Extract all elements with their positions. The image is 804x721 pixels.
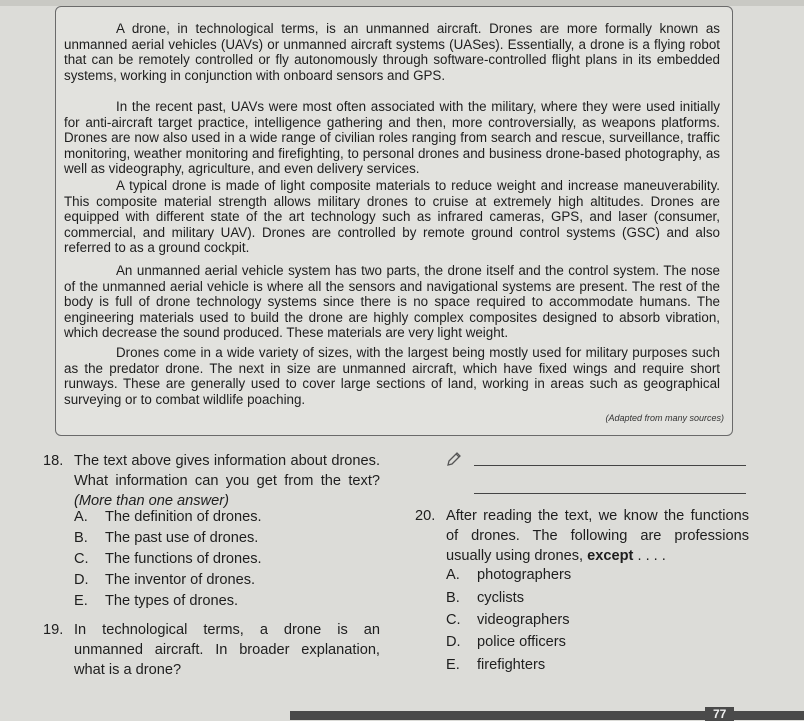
pencil-icon: [446, 451, 462, 467]
passage-paragraph-1: A drone, in technological terms, is an unmanned aircraft. Drones are more formally known as unmanned aerial vehicles (UAVs) or unmanned aircraft systems (UASes). Essentially, a drone is a flying robot that can be remotely controlled or fly autonomously through software-controlled flight plans in its embedded systems, working in conjunction with onboard sensors and GPS.: [64, 21, 720, 83]
question-number: 20.: [415, 508, 436, 524]
option-text: videographers: [477, 612, 570, 628]
passage-paragraph-5: Drones come in a wide variety of sizes, with the largest being mostly used for military purposes such as the predator drone. The next in size are unmanned aircraft, which have fixed wings and require short runways. These are generally used to cover large sections of land, working in areas such as geographical surveying or to combat wildlife poaching.: [64, 345, 720, 407]
option-text: police officers: [477, 634, 566, 650]
option-text: The inventor of drones.: [105, 572, 256, 588]
q20-option-e[interactable]: [446, 657, 545, 673]
question-text-bold: except: [587, 548, 634, 564]
q20-option-d[interactable]: [446, 634, 566, 650]
option-letter: D.: [446, 634, 461, 650]
q20-option-a[interactable]: [446, 567, 571, 583]
answer-line-2[interactable]: [474, 493, 746, 494]
page-number: 77: [705, 707, 734, 721]
option-letter: C.: [74, 551, 89, 567]
q18-option-a[interactable]: [74, 509, 262, 525]
question-18: [43, 451, 393, 517]
question-text-main: After reading the text, we know the functions of drones. The following are professions usually using drones,: [446, 508, 749, 564]
q20-option-c[interactable]: [446, 612, 570, 628]
q18-option-d[interactable]: [74, 572, 255, 588]
question-text: [74, 451, 380, 511]
q20-option-b[interactable]: [446, 590, 524, 606]
option-letter: B.: [74, 530, 88, 546]
option-text: The past use of drones.: [105, 530, 259, 546]
question-number: 18.: [43, 453, 64, 469]
option-letter: A.: [74, 509, 88, 525]
q18-option-c[interactable]: [74, 551, 262, 567]
option-text: The functions of drones.: [105, 551, 262, 567]
question-text-main: The text above gives information about drones. What information can you get from the text?: [74, 453, 380, 489]
option-letter: D.: [74, 572, 89, 588]
option-text: firefighters: [477, 657, 546, 673]
question-note: (More than one answer): [74, 493, 229, 509]
answer-line-1[interactable]: [474, 465, 746, 466]
option-text: The types of drones.: [105, 593, 239, 609]
option-text: photographers: [477, 567, 572, 583]
source-note: (Adapted from many sources): [605, 413, 724, 423]
q18-option-e[interactable]: [74, 593, 238, 609]
question-19: [43, 620, 393, 682]
q18-option-b[interactable]: [74, 530, 258, 546]
passage-paragraph-3: A typical drone is made of light composite materials to reduce weight and increase maneuverability. This composite material strength allows military drones to cruise at extremely high altitudes. Drones are equipped with different state of the art technology such as infrared cameras, GPS, and laser (consumer, commercial, and military UAV). Drones are controlled by remote ground control systems (GSC) and also referred to as a ground cockpit.: [64, 178, 720, 256]
option-letter: C.: [446, 612, 461, 628]
question-text: [446, 506, 749, 566]
question-text-end: . . . .: [633, 548, 666, 564]
option-text: cyclists: [477, 590, 525, 606]
passage-paragraph-4: An unmanned aerial vehicle system has two parts, the drone itself and the control system. The nose of the unmanned aerial vehicle is where all the sensors and navigational systems are present. The rest of the body is full of drone technology systems since there is no space required to accommodate humans. The engineering materials used to build the drone are highly complex composites designed to absorb vibration, which decrease the sound produced. These materials are very light weight.: [64, 263, 720, 341]
option-letter: A.: [446, 567, 460, 583]
option-letter: E.: [446, 657, 460, 673]
question-20: [415, 506, 749, 568]
option-letter: B.: [446, 590, 460, 606]
option-text: The definition of drones.: [105, 509, 262, 525]
question-text: In technological terms, a drone is an unmanned aircraft. In broader explanation, what is a drone?: [74, 622, 380, 678]
option-letter: E.: [74, 593, 88, 609]
question-number: 19.: [43, 622, 64, 638]
passage-paragraph-2: In the recent past, UAVs were most often associated with the military, where they were used initially for anti-aircraft target practice, intelligence gathering and then, more controversially, as weapons platforms. Drones are now also used in a wide range of civilian roles ranging from search and rescue, surveillance, traffic monitoring, weather monitoring and firefighting, to personal drones and business drone-based photography, as well as videography, agriculture, and even delivery services.: [64, 99, 720, 177]
